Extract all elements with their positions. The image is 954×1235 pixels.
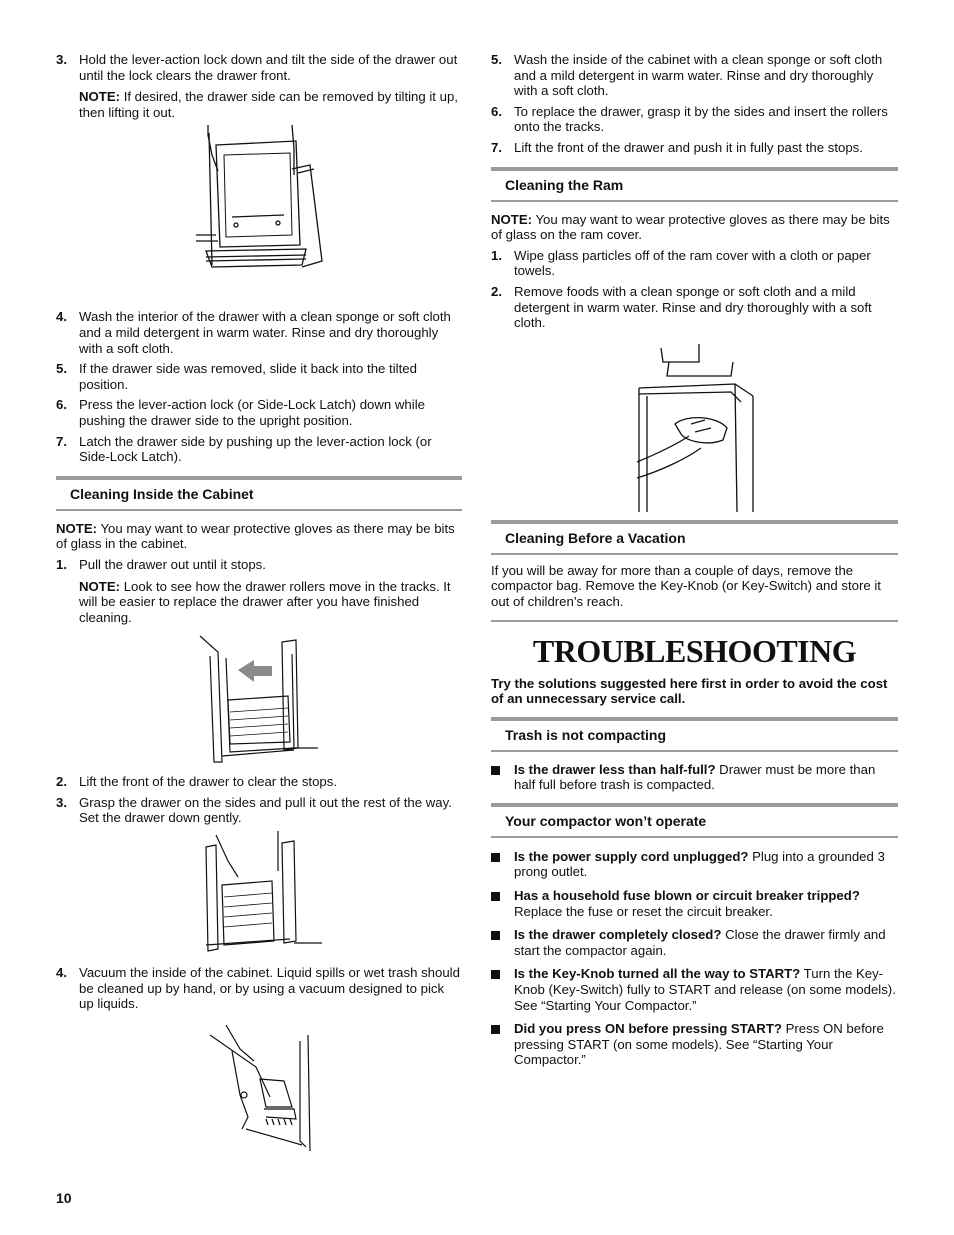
section-divider <box>491 620 898 622</box>
vacation-text: If you will be away for more than a couple of days, remove the compactor bag. Remove the Key-Knob (or Key-Switch) and store it out of children’s reach. <box>491 562 881 609</box>
compacting-list <box>491 762 898 793</box>
ram-step-1-wipe: 1. Wipe glass particles off of the ram cover with a cloth or paper towels. <box>491 247 871 279</box>
cabinet-heading: Cleaning Inside the Cabinet <box>56 476 462 511</box>
vacuum-cabinet-illustration <box>56 1017 462 1157</box>
clean-ram-illustration <box>491 336 898 516</box>
troubleshooting-title: TROUBLESHOOTING <box>532 632 857 669</box>
operate-item-fuse: Has a household fuse blown or circuit breaker tripped? Replace the fuse or reset the circuit breaker. <box>491 888 898 919</box>
step-6-replace-drawer: 6. To replace the drawer, grasp it by the sides and insert the rollers onto the tracks. <box>491 103 888 135</box>
drawer-side-tilt-illustration <box>56 125 462 297</box>
ram-note: NOTE: You may want to wear protective gloves as there may be bits of glass on the ram cover. <box>491 211 890 243</box>
ram-step-2-remove-foods: 2. Remove foods with a clean sponge or soft cloth and a mild detergent in warm water. Rinse and dry thoroughly with a soft cloth. <box>491 283 872 331</box>
rollers-note: NOTE: Look to see how the drawer rollers move in the tracks. It will be easier to replace the drawer after you have finished cleaning. <box>79 578 451 625</box>
operate-list <box>491 849 898 1068</box>
step-1-pull-drawer: 1. Pull the drawer out until it stops. NOTE: Look to see how the drawer rollers move in the tracks. It will be easier to replace the drawer after you have finished cleaning. <box>56 557 462 625</box>
operate-heading: Your compactor won’t operate <box>491 803 898 838</box>
compacting-heading: Trash is not compacting <box>491 717 898 752</box>
step-5-slide-back: 5. If the drawer side was removed, slide it back into the tilted position. <box>56 361 417 392</box>
step-6-press-lock: 6. Press the lever-action lock (or Side-Lock Latch) down while pushing the drawer side to the upright position. <box>56 397 425 428</box>
bullet-square-icon <box>491 766 500 775</box>
compacting-item: Is the drawer less than half-full? Drawer must be more than half full before trash is compacted. <box>491 762 898 793</box>
troubleshooting-intro: Try the solutions suggested here first in order to avoid the cost of an unnecessary service call. <box>491 675 888 707</box>
page-number: 10 <box>56 1190 72 1206</box>
cabinet-note: NOTE: You may want to wear protective gloves as there may be bits of glass in the cabinet. <box>56 520 455 552</box>
operate-item-press-on: Did you press ON before pressing START? Press ON before pressing START (on some models). See “Starting Your Compactor.” <box>491 1021 898 1068</box>
step-2-lift-front: 2. Lift the front of the drawer to clear the stops. <box>56 774 338 790</box>
remove-drawer-illustration <box>56 831 462 955</box>
bullet-square-icon <box>491 1025 500 1034</box>
step-4-vacuum: 4. Vacuum the inside of the cabinet. Liquid spills or wet trash should be cleaned up by hand, or by using a vacuum designed to pick up liquids. <box>56 965 460 1012</box>
step-5-wash-cabinet: 5. Wash the inside of the cabinet with a clean sponge or soft cloth and a mild detergent in warm water. Rinse and dry thoroughly with a soft cloth. <box>491 52 883 99</box>
operate-item-power-cord: Is the power supply cord unplugged? Plug into a grounded 3 prong outlet. <box>491 849 898 880</box>
ram-heading: Cleaning the Ram <box>491 167 898 202</box>
right-column <box>491 52 898 1076</box>
operate-item-key-knob: Is the Key-Knob turned all the way to START? Turn the Key-Knob (Key-Switch) fully to START and release (on some models). See “Starting Your Compactor.” <box>491 966 898 1013</box>
bullet-square-icon <box>491 853 500 862</box>
bullet-square-icon <box>491 931 500 940</box>
bullet-square-icon <box>491 970 500 979</box>
left-column <box>56 52 462 1157</box>
vacation-heading: Cleaning Before a Vacation <box>491 520 898 555</box>
pull-drawer-illustration <box>56 630 462 766</box>
bullet-square-icon <box>491 892 500 901</box>
step-7-push-in: 7. Lift the front of the drawer and push it in fully past the stops. <box>491 139 863 155</box>
operate-item-drawer-closed: Is the drawer completely closed? Close the drawer firmly and start the compactor again. <box>491 927 898 958</box>
tilt-note: NOTE: If desired, the drawer side can be removed by tilting it up, then lifting it out. <box>79 89 458 120</box>
step-7-latch: 7. Latch the drawer side by pushing up the lever-action lock (or Side-Lock Latch). <box>56 433 432 465</box>
step-3-tilt: 3. Hold the lever-action lock down and tilt the side of the drawer out until the lock clears the drawer front. NOTE: If desired, the drawer side can be removed by tilting it up, then lifting it out. <box>56 52 462 120</box>
step-4-wash-drawer: 4. Wash the interior of the drawer with a clean sponge or soft cloth and a mild detergent in warm water. Rinse and dry thoroughly with a soft cloth. <box>56 309 451 356</box>
step-3-grasp-drawer: 3. Grasp the drawer on the sides and pull it out the rest of the way. Set the drawer down gently. <box>56 794 452 826</box>
